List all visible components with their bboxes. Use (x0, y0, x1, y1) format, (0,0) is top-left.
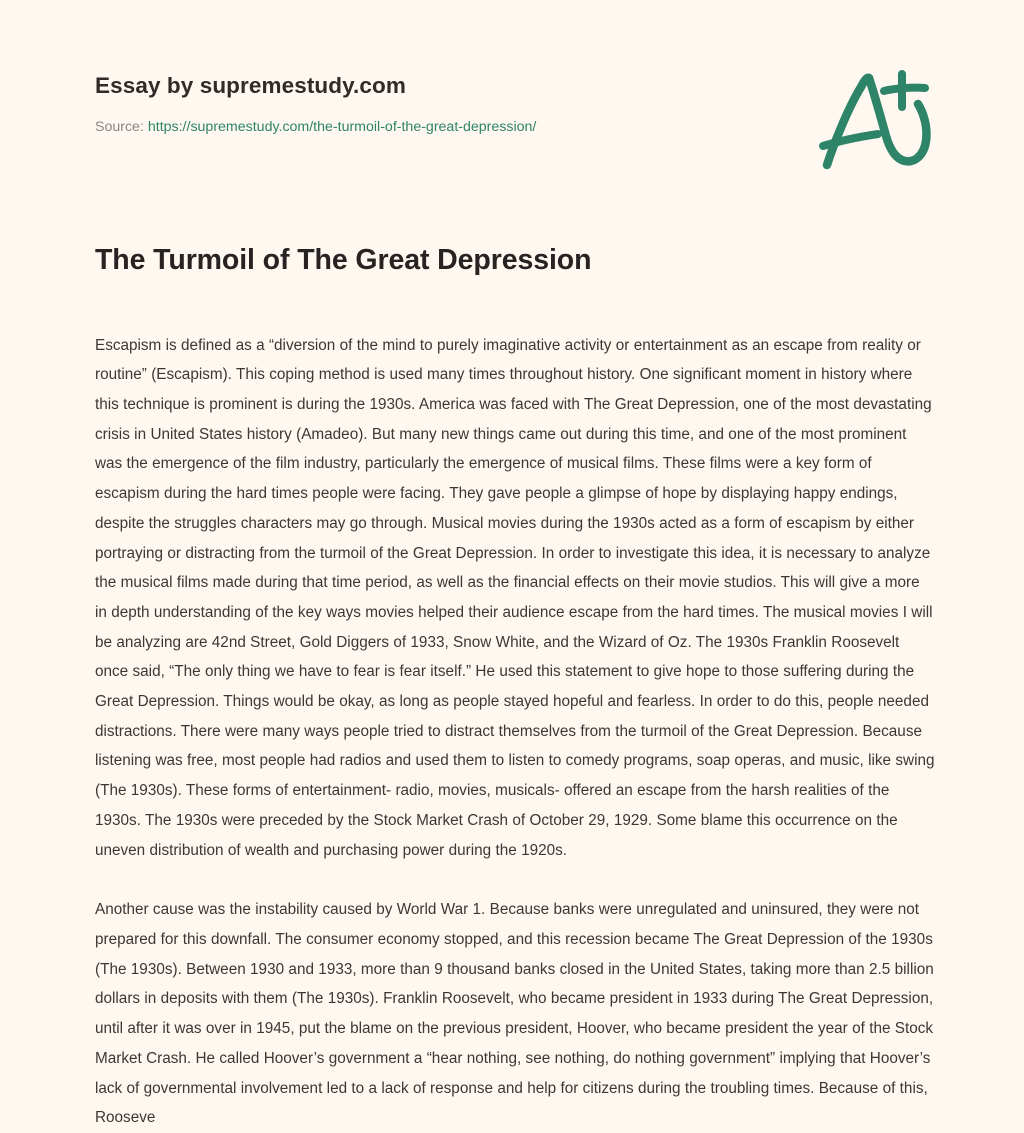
brand-block (95, 72, 775, 136)
paragraph: Another cause was the instability caused by World War 1. Because banks were unregulated and uninsured, they were not prepared for this downfall. The consumer economy stopped, and this recession became The Great Depression of the 1930s (The 1930s). Between 1930 and 1933, more than 9 thousand banks closed in the United States, taking more than 2.5 billion dollars in deposits with them (The 1930s). Franklin Roosevelt, who became president in 1933 during The Great Depression, until after it was over in 1945, put the blame on the previous president, Hoover, who became president the year of the Stock Market Crash. He called Hoover’s government a “hear nothing, see nothing, do nothing government” implying that Hoover’s lack of governmental involvement led to a lack of response and help for citizens during the troubling times. Because of this, Rooseve (95, 901, 934, 1127)
page-title: The Turmoil of The Great Depression (95, 244, 592, 276)
a-plus-logo[interactable] (806, 62, 956, 174)
article-body (95, 331, 935, 1133)
paragraph: Escapism is defined as a “diversion of the mind to purely imaginative activity or entertainment as an escape from reality or routine” (Escapism). This coping method is used many times throughout history. One significant moment in history where this technique is prominent is during the 1930s. America was faced with The Great Depression, one of the most devastating crisis in United States history (Amadeo). But many new things came out during this time, and one of the most prominent was the emergence of the film industry, particularly the emergence of musical films. These films were a key form of escapism during the hard times people were facing. They gave people a glimpse of hope by displaying happy endings, despite the struggles characters may go through. Musical movies during the 1930s acted as a form of escapism by either portraying or distracting from the turmoil of the Great Depression. In order to investigate this idea, it is necessary to analyze the musical films made during that time period, as well as the financial effects on their movie studios. This will give a more in depth understanding of the key ways movies helped their audience escape from the hard times. The musical movies I will be analyzing are 42nd Street, Gold Diggers of 1933, Snow White, and the Wizard of Oz. The 1930s Franklin Roosevelt once said, “The only thing we have to fear is fear itself.” He used this statement to give hope to those suffering during the Great Depression. Things would be okay, as long as people stayed hopeful and fearless. In order to do this, people needed distractions. There were many ways people tried to distract themselves from the turmoil of the Great Depression. Because listening was free, most people had radios and used them to listen to comedy programs, soap operas, and music, like swing (The 1930s). These forms of entertainment- radio, movies, musicals- offered an escape from the harsh realities of the 1930s. The 1930s were preceded by the Stock Market Crash of October 29, 1929. Some blame this occurrence on the uneven distribution of wealth and purchasing power during the 1920s. (95, 336, 935, 859)
document-header (0, 0, 1024, 200)
a-plus-logo-icon (806, 62, 956, 174)
source-label: Source: (95, 119, 144, 135)
article (95, 243, 935, 1133)
brand-title: Essay by supremestudy.com (95, 73, 406, 98)
source-line (95, 118, 775, 136)
source-url-link[interactable]: https://supremestudy.com/the-turmoil-of-the-great-depression/ (147, 119, 537, 135)
